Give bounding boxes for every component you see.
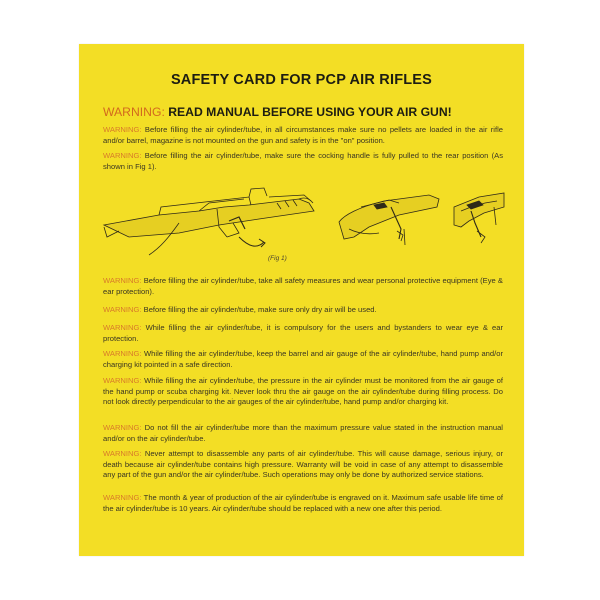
paragraph-text: Before filling the air cylinder/tube, make sure the cocking handle is fully pulled to the rear position (As shown in Fig 1). [103,151,503,171]
paragraph-text: Before filling the air cylinder/tube, make sure only dry air will be used. [141,305,377,314]
paragraph-1 [103,125,503,146]
paragraph-text: The month & year of production of the air cylinder/tube is engraved on it. Maximum safe usable life time of the air cylinder/tube is 10 years. Air cylinder/tube should be replaced with a new one after this period. [103,493,503,513]
warning-label: WARNING: [103,449,142,458]
warning-label: WARNING: [103,125,142,134]
paragraph-text: While filling the air cylinder/tube, it is compulsory for the users and bystanders to wear eye & ear protection. [103,323,503,343]
paragraph-4 [103,305,503,316]
warning-label: WARNING: [103,376,142,385]
warning-label: WARNING: [103,151,142,160]
paragraph-9 [103,449,503,481]
safety-card [79,44,524,556]
paragraph-6 [103,349,503,370]
warning-label: WARNING: [103,423,142,432]
paragraph-10 [103,493,503,514]
paragraph-7 [103,376,503,408]
headline-warning-label: WARNING: [103,105,165,119]
paragraph-text: Never attempt to disassemble any parts of air cylinder/tube. This will cause damage, serious injury, or death because air cylinder/tube contains high pressure. Warranty will be void in case of any attempt to disassemble any part of the gun and/or the air cylinder/tube. Such operations may only be done by authorized service stations. [103,449,503,480]
paragraph-text: Do not fill the air cylinder/tube more than the maximum pressure value stated in the instruction manual and/or on the air cylinder/tube. [103,423,503,443]
paragraph-3 [103,276,503,297]
headline [103,105,452,119]
headline-text: READ MANUAL BEFORE USING YOUR AIR GUN! [164,105,452,119]
paragraph-text: While filling the air cylinder/tube, the pressure in the air cylinder must be monitored from the air gauge of the hand pump or scuba charging kit. Never look thru the air gauge on the air cylinder/tube during filling process. Do not look directly perpendicular to the air gauges of the air cylinder/tube, hand pump and/or charging kit. [103,376,503,407]
air-rifle-illustration [99,167,509,262]
warning-label: WARNING: [103,276,142,285]
paragraph-text: While filling the air cylinder/tube, keep the barrel and air gauge of the air cylinder/tube, hand pump and/or charging kit pointed in a safe direction. [103,349,503,369]
figure-caption: (Fig 1) [268,255,287,262]
card-title: SAFETY CARD FOR PCP AIR RIFLES [170,72,433,88]
warning-label: WARNING: [103,493,142,502]
paragraph-8 [103,423,503,444]
paragraph-text: Before filling the air cylinder/tube, in all circumstances make sure no pellets are loaded in the air rifle and/or barrel, magazine is not mounted on the gun and safety is in the "on" position. [103,125,503,145]
paragraph-5 [103,323,503,344]
warning-label: WARNING: [103,349,142,358]
warning-label: WARNING: [103,305,142,314]
warning-label: WARNING: [103,323,142,332]
paragraph-text: Before filling the air cylinder/tube, take all safety measures and wear personal protective equipment (Eye & ear protection). [103,276,503,296]
